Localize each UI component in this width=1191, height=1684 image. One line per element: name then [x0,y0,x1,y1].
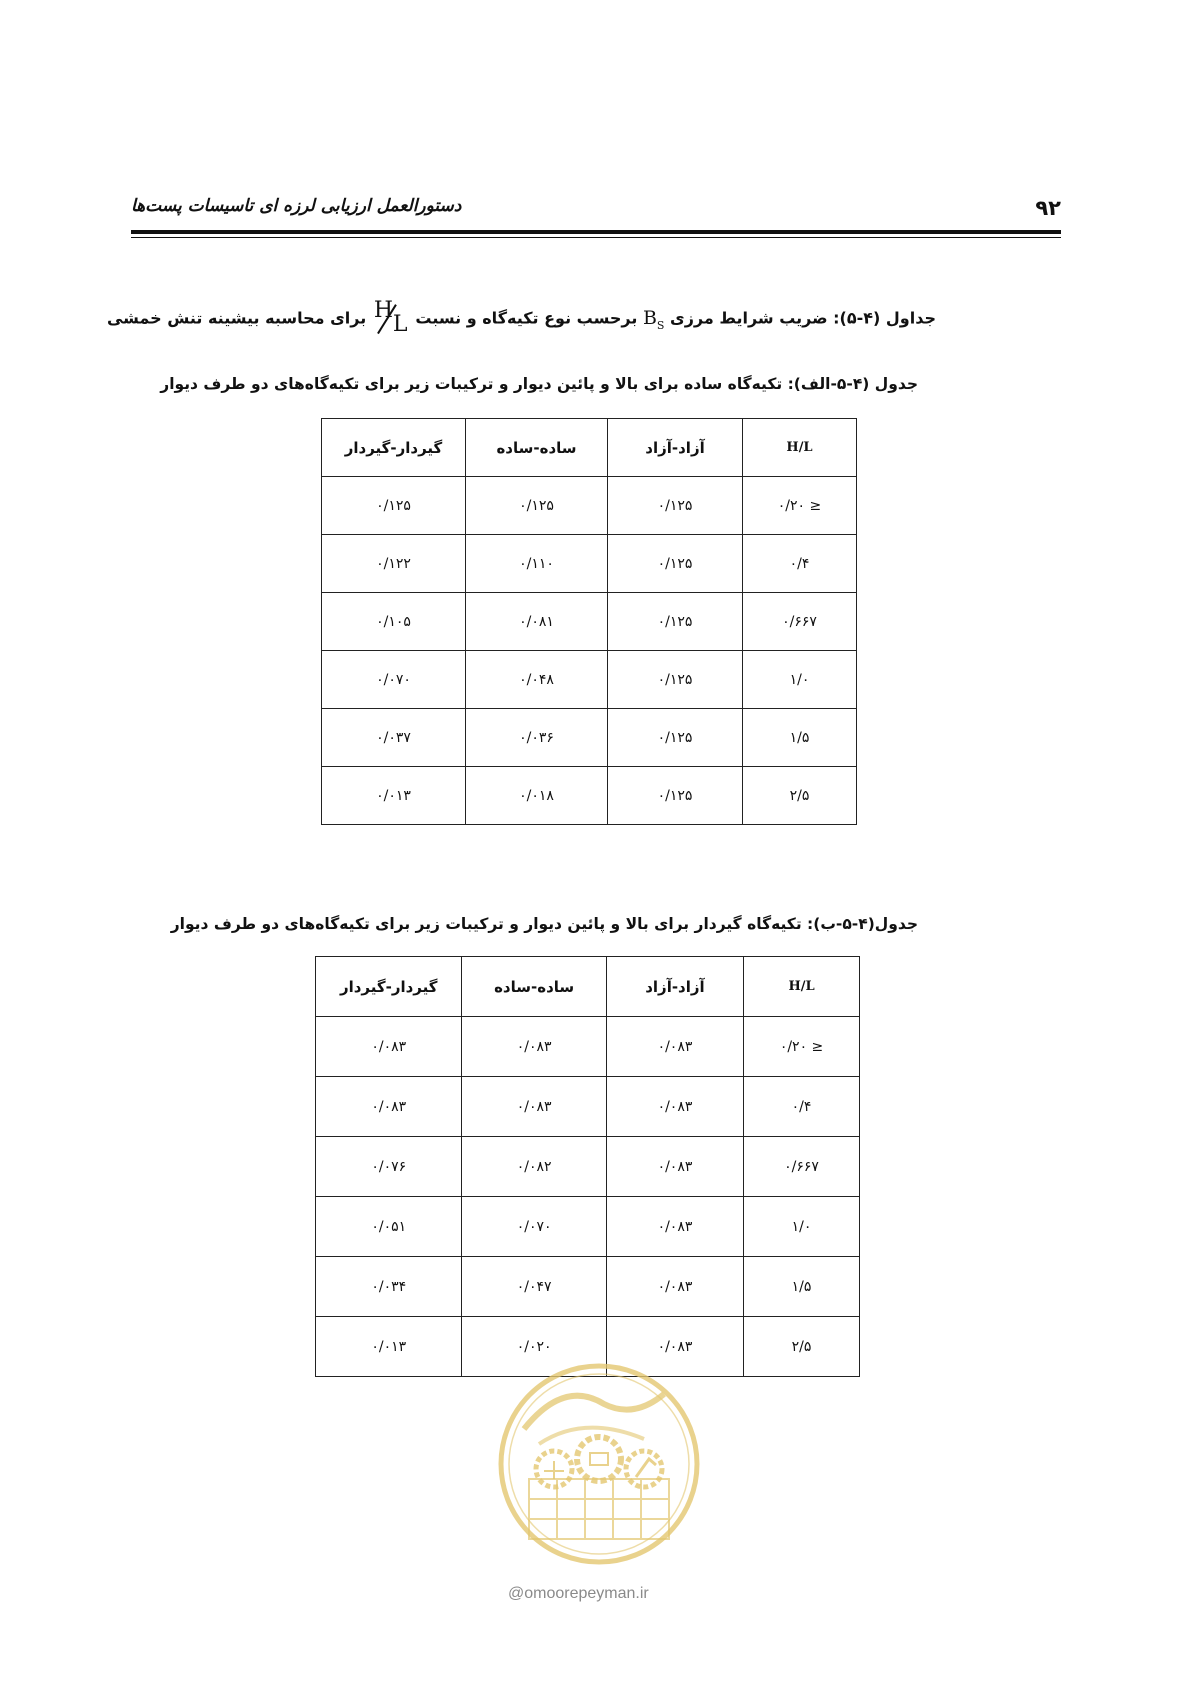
table-cell: ۰/۰۷۶ [316,1137,462,1197]
table-cell: ≤ ۰/۲۰ [743,477,857,535]
table-row [322,535,857,593]
main-caption-part-3: برای محاسبه بیشینه تنش خمشی [106,308,367,328]
table-row [322,651,857,709]
watermark-url-text: omoorepeyman.ir [524,1585,649,1602]
bs-symbol-main: B [642,306,657,329]
header-rule-thick [131,230,1061,234]
table-cell: ۰/۶۶۷ [743,593,857,651]
main-caption [106,298,936,337]
header-simple-simple: ساده-ساده [466,419,608,477]
table-cell: ۰/۰۳۴ [316,1257,462,1317]
table-cell: ۲/۵ [744,1317,860,1377]
table-row [316,1017,860,1077]
header-simple-simple: ساده-ساده [462,957,606,1017]
main-caption-part-2: برحسب نوع تکیه‌گاه و نسبت [415,308,638,328]
header-free-free: آزاد-آزاد [608,419,743,477]
table-cell: ۰/۰۱۳ [316,1317,462,1377]
table-row [316,1197,860,1257]
table-row [322,593,857,651]
table-cell: ۰/۰۸۲ [462,1137,606,1197]
table-cell: ۰/۱۲۵ [608,477,743,535]
table-row [322,709,857,767]
table-row [316,1257,860,1317]
header-hl: H/L [743,419,857,477]
table-cell: ۰/۰۸۳ [606,1137,743,1197]
table-cell: ۱/۵ [744,1257,860,1317]
table-row [322,767,857,825]
table-header-row [316,957,860,1017]
table-cell: ۰/۰۸۳ [606,1317,743,1377]
header-fixed-fixed: گیردار-گیردار [322,419,466,477]
header-free-free: آزاد-آزاد [606,957,743,1017]
table-cell: ۰/۱۲۵ [608,709,743,767]
table-cell: ۰/۰۳۷ [322,709,466,767]
table-cell: ۰/۴ [743,535,857,593]
table-cell: ۰/۰۸۳ [606,1017,743,1077]
bs-symbol [642,306,665,332]
table-row [322,477,857,535]
table-cell: ۰/۰۸۳ [316,1077,462,1137]
watermark-stamp-logo [494,1359,704,1569]
table-header-row [322,419,857,477]
table-row [316,1077,860,1137]
table-cell: ۰/۰۷۰ [462,1197,606,1257]
table-cell: ۰/۰۲۰ [462,1317,606,1377]
main-caption-part-1: جداول (۴-۵): ضریب شرایط مرزی [670,308,936,328]
table-cell: ۰/۰۵۱ [316,1197,462,1257]
table-cell: ≤ ۰/۲۰ [744,1017,860,1077]
table-cell: ۰/۰۸۳ [606,1257,743,1317]
table-cell: ۱/۰ [744,1197,860,1257]
table-cell: ۰/۱۲۵ [608,651,743,709]
table-b-caption: جدول(۴-۵-ب): تکیه‌گاه گیردار برای بالا و پائین دیوار و ترکیبات زیر برای تکیه‌گاه‌های دو طرف دیوار [170,915,918,933]
table-cell: ۰/۱۱۰ [466,535,608,593]
table-cell: ۰/۱۲۵ [608,535,743,593]
table-cell: ۰/۱۲۵ [608,767,743,825]
table-cell: ۱/۰ [743,651,857,709]
header-hl: H/L [744,957,860,1017]
table-b [315,956,860,1377]
table-cell: ۰/۰۱۳ [322,767,466,825]
table-cell: ۱/۵ [743,709,857,767]
table-cell: ۰/۱۲۵ [466,477,608,535]
page-number: ۹۲ [1035,196,1061,220]
table-cell: ۰/۰۱۸ [466,767,608,825]
table-cell: ۰/۰۸۳ [606,1197,743,1257]
bs-symbol-sub: S [656,318,665,332]
header-rule-thin [131,237,1061,238]
table-cell: ۰/۰۸۱ [466,593,608,651]
table-a [321,418,857,825]
table-cell: ۰/۰۸۳ [462,1017,606,1077]
table-cell: ۰/۰۸۳ [606,1077,743,1137]
table-cell: ۰/۱۰۵ [322,593,466,651]
table-cell: ۲/۵ [743,767,857,825]
watermark-url [508,1585,649,1603]
table-cell: ۰/۱۲۵ [608,593,743,651]
table-cell: ۰/۶۶۷ [744,1137,860,1197]
table-cell: ۰/۰۸۳ [316,1017,462,1077]
table-row [316,1137,860,1197]
page-header [131,196,1061,224]
table-cell: ۰/۰۴۷ [462,1257,606,1317]
ratio-numerator: H [373,298,393,323]
table-cell: ۰/۱۲۲ [322,535,466,593]
table-cell: ۰/۱۲۵ [322,477,466,535]
hl-ratio-symbol [372,298,410,337]
running-title: دستورالعمل ارزیابی لرزه ای تاسیسات پست‌ها [131,196,462,216]
table-cell: ۰/۰۴۸ [466,651,608,709]
table-cell: ۰/۰۳۶ [466,709,608,767]
table-cell: ۰/۴ [744,1077,860,1137]
table-a-caption: جدول (۴-۵-الف): تکیه‌گاه ساده برای بالا و پائین دیوار و ترکیبات زیر برای تکیه‌گاه‌های دو طرف دیوار [160,375,918,393]
header-fixed-fixed: گیردار-گیردار [316,957,462,1017]
at-icon: @ [508,1585,525,1602]
table-cell: ۰/۰۸۳ [462,1077,606,1137]
table-cell: ۰/۰۷۰ [322,651,466,709]
ratio-denominator: L [392,312,408,337]
